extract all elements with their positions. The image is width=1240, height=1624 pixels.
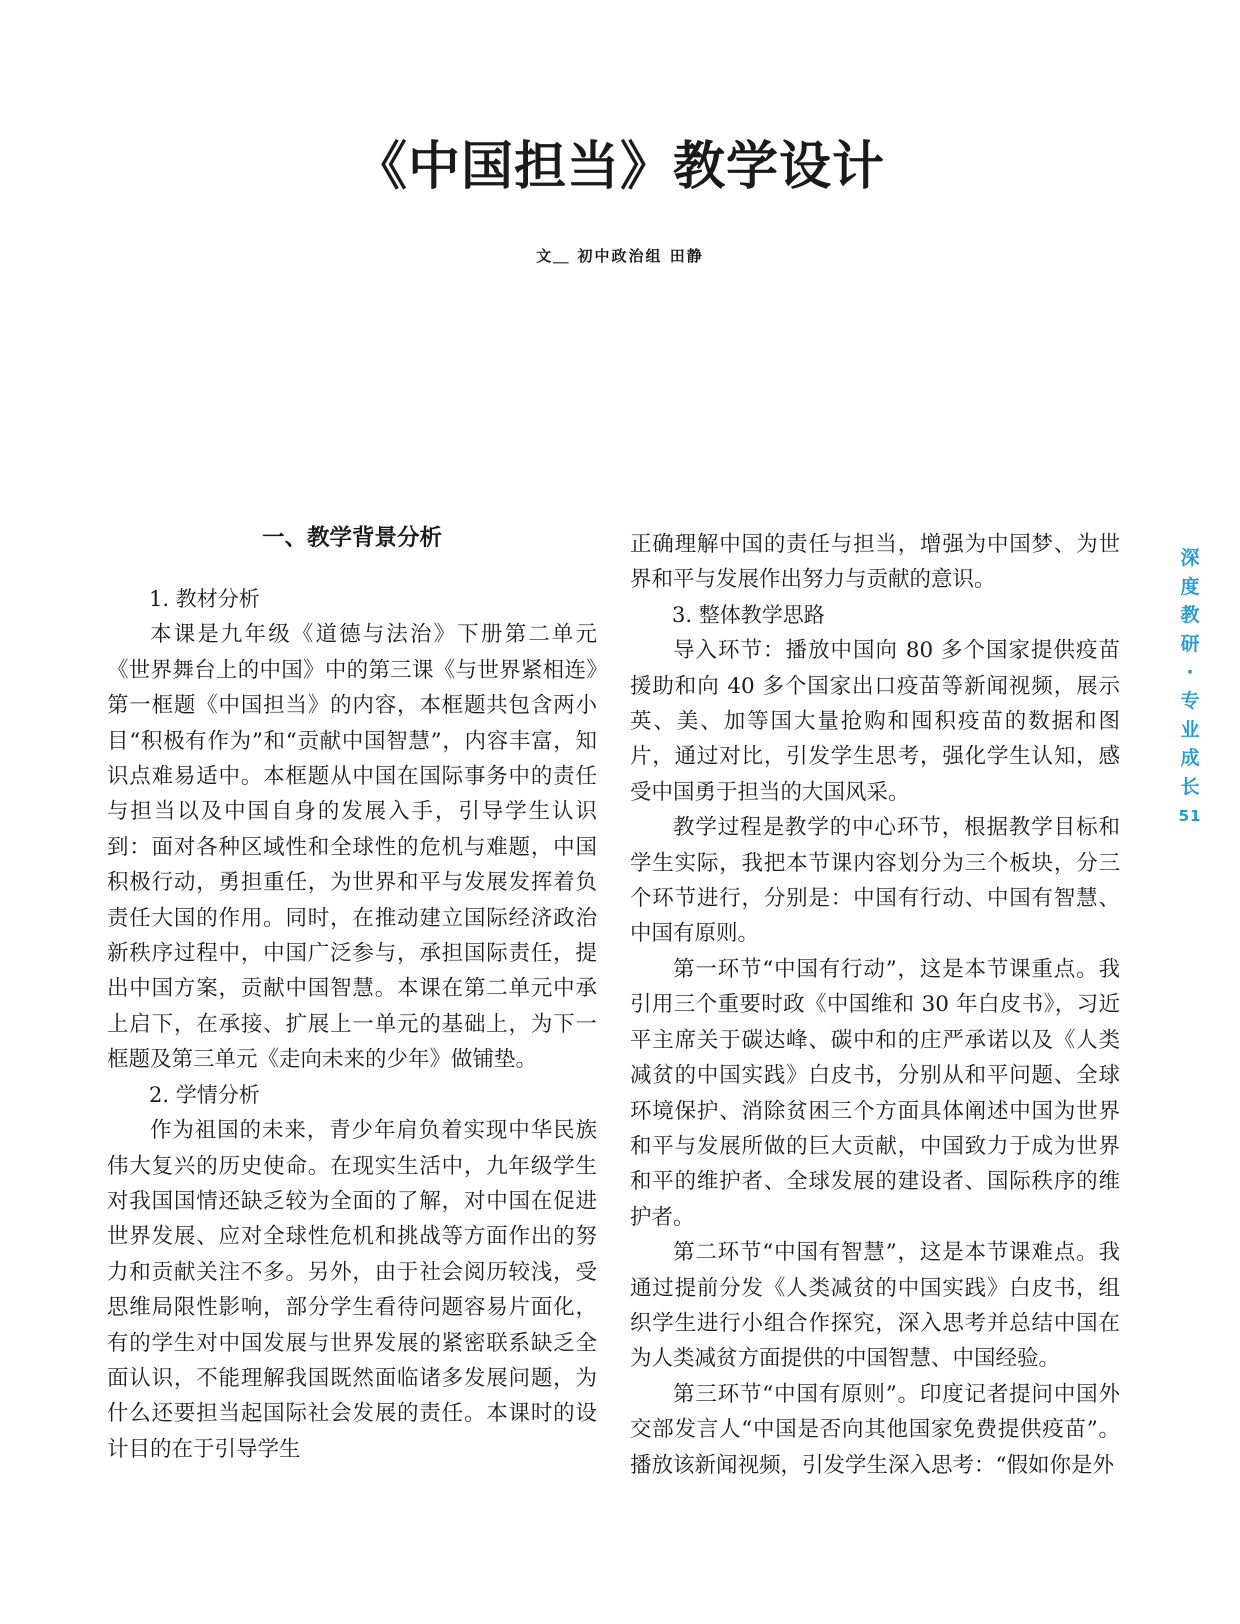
paragraph-stage-one: 第一环节“中国有行动”，这是本节课重点。我引用三个重要时政《中国维和 30 年白皮书》，习近平主席关于碳达峰、碳中和的庄严承诺以及《人类减贫的中国实践》白皮书，分别从和平问题、全球环境保护、消除贫困三个方面具体阐述中国为世界和平与发展所做的巨大贡献，中国致力于成为世界和平的维护者、全球发展的建设者、国际秩序的维护者。 [630, 956, 1120, 1230]
subsection-heading-students: 2. 学情分析 [149, 1082, 260, 1107]
sidebar-char: · [1186, 661, 1194, 684]
sidebar-section-label [1176, 544, 1204, 825]
subsection-heading-textbook: 1. 教材分析 [149, 587, 260, 611]
sidebar-char: 专 [1180, 689, 1200, 712]
right-column [630, 527, 1120, 1483]
sidebar-char: 度 [1180, 575, 1200, 598]
author-byline: 文＿ 初中政治组 田静 [536, 247, 704, 265]
paragraph-teaching-process: 教学过程是教学的中心环节，根据教学目标和学生实际，我把本节课内容划分为三个板块，分三个环节进行，分别是：中国有行动、中国有智慧、中国有原则。 [630, 815, 1120, 947]
section-heading: 一、教学背景分析 [261, 525, 442, 551]
page-number: 51 [1178, 807, 1202, 826]
sidebar-char: 教 [1180, 604, 1200, 627]
subsection-heading-teaching-plan: 3. 整体教学思路 [672, 602, 825, 627]
paragraph-continuation: 正确理解中国的责任与担当，增强为中国梦、为世界和平与发展作出努力与贡献的意识。 [630, 532, 1120, 593]
left-column [107, 520, 597, 1467]
paragraph-student-analysis: 作为祖国的未来，青少年肩负着实现中华民族伟大复兴的历史使命。在现实生活中，九年级学生对我国国情还缺乏较为全面的了解，对中国在促进世界发展、应对全球性危机和挑战等方面作出的努力和贡献关注不多。另外，由于社会阅历较浅，受思维局限性影响，部分学生看待问题容易片面化，有的学生对中国发展与世界发展的紧密联系缺乏全面认识，不能理解我国既然面临诸多发展问题，为什么还要担当起国际社会发展的责任。本课时的设计目的在于引导学生 [107, 1118, 597, 1462]
sidebar-char: 深 [1180, 547, 1200, 569]
paragraph-introduction: 导入环节：播放中国向 80 多个国家提供疫苗援助和向 40 多个国家出口疫苗等新闻视频，展示英、美、加等国大量抢购和囤积疫苗的数据和图片，通过对比，引发学生思考，强化学生认知，感受中国勇于担当的大国风采。 [630, 638, 1120, 805]
paragraph-textbook-analysis: 本课是九年级《道德与法治》下册第二单元《世界舞台上的中国》中的第三课《与世界紧相连》第一框题《中国担当》的内容，本框题共包含两小目“积极有作为”和“贡献中国智慧”，内容丰富，知识点难易适中。本框题从中国在国际事务中的责任与担当以及中国自身的发展入手，引导学生认识到：面对各种区域性和全球性的危机与难题，中国积极行动，勇担重任，为世界和平与发展发挥着负责任大国的作用。同时，在推动建立国际经济政治新秩序过程中，中国广泛参与，承担国际责任，提出中国方案，贡献中国智慧。本课在第二单元中承上启下，在承接、扩展上一单元的基础上，为下一框题及第三单元《走向未来的少年》做铺垫。 [107, 622, 597, 1073]
paragraph-stage-three: 第三环节“中国有原则”。印度记者提问中国外交部发言人“中国是否向其他国家免费提供疫苗”。播放该新闻视频，引发学生深入思考：“假如你是外 [630, 1381, 1120, 1478]
sidebar-char: 长 [1180, 775, 1200, 798]
sidebar-char: 研 [1180, 632, 1200, 655]
page-title: 《中国担当》教学设计 [354, 136, 885, 197]
sidebar-char: 业 [1180, 718, 1200, 741]
paragraph-stage-two: 第二环节“中国有智慧”，这是本节课难点。我通过提前分发《人类减贫的中国实践》白皮书，组织学生进行小组合作探究，深入思考并总结中国在为人类减贫方面提供的中国智慧、中国经验。 [630, 1240, 1120, 1372]
sidebar-char: 成 [1180, 747, 1200, 770]
